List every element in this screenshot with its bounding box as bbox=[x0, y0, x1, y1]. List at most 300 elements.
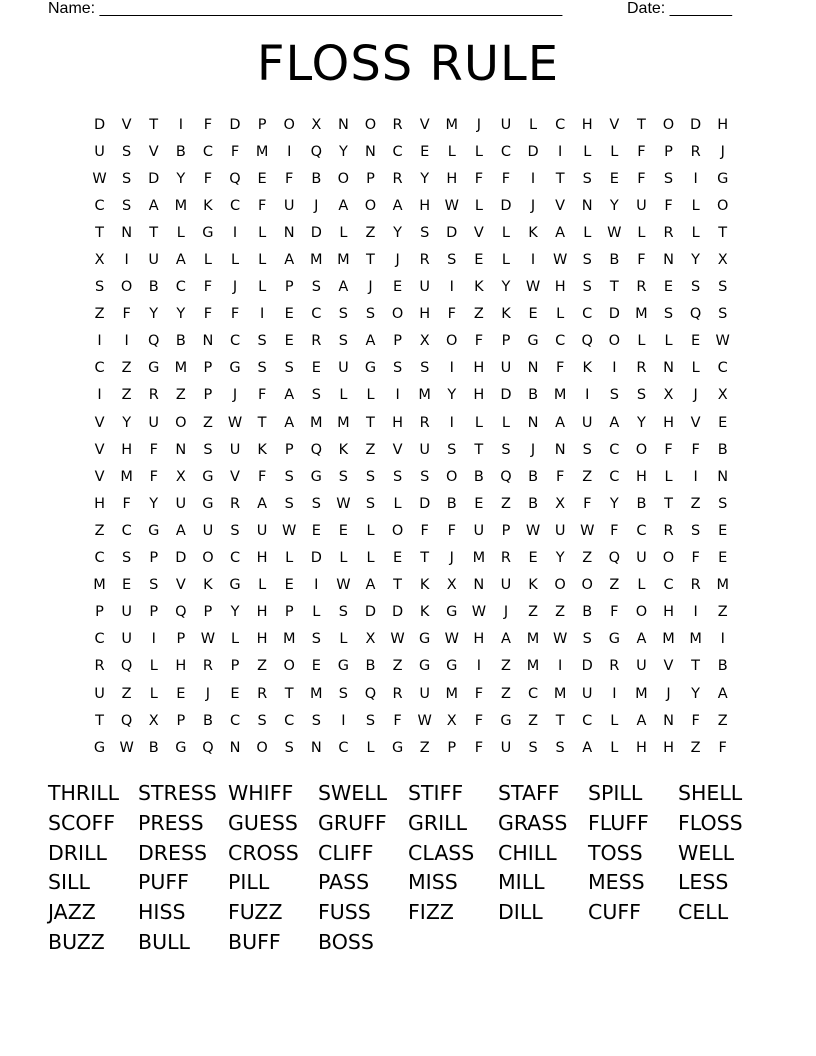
grid-letter[interactable]: T bbox=[664, 495, 673, 512]
grid-letter[interactable]: L bbox=[258, 224, 267, 241]
grid-letter[interactable]: F bbox=[447, 522, 456, 539]
grid-letter[interactable]: V bbox=[230, 468, 240, 485]
grid-letter[interactable]: L bbox=[366, 739, 375, 756]
grid-letter[interactable]: T bbox=[609, 279, 619, 296]
grid-letter[interactable]: Z bbox=[365, 441, 376, 458]
grid-letter[interactable]: J bbox=[205, 685, 211, 702]
grid-letter[interactable]: T bbox=[149, 224, 159, 241]
grid-letter[interactable]: Y bbox=[609, 495, 619, 512]
grid-letter[interactable]: U bbox=[500, 360, 512, 377]
grid-letter[interactable]: X bbox=[555, 495, 566, 512]
grid-letter[interactable]: W bbox=[417, 712, 432, 729]
grid-letter[interactable]: L bbox=[366, 550, 375, 567]
grid-letter[interactable]: B bbox=[311, 170, 322, 187]
grid-letter[interactable]: U bbox=[500, 577, 512, 594]
grid-letter[interactable]: L bbox=[691, 224, 700, 241]
grid-letter[interactable]: Z bbox=[717, 604, 728, 621]
grid-letter[interactable]: C bbox=[94, 360, 105, 377]
grid-letter[interactable]: C bbox=[202, 143, 213, 160]
grid-letter[interactable]: S bbox=[311, 495, 321, 512]
grid-letter[interactable]: I bbox=[558, 143, 563, 160]
grid-letter[interactable]: S bbox=[365, 712, 376, 729]
grid-letter[interactable]: F bbox=[637, 143, 646, 160]
grid-letter[interactable]: U bbox=[473, 522, 485, 539]
grid-letter[interactable]: H bbox=[175, 658, 187, 675]
grid-letter[interactable]: R bbox=[636, 279, 647, 296]
grid-letter[interactable]: U bbox=[500, 116, 512, 133]
grid-letter[interactable]: N bbox=[175, 441, 187, 458]
grid-letter[interactable]: P bbox=[257, 116, 267, 133]
grid-letter[interactable]: P bbox=[176, 712, 186, 729]
grid-letter[interactable]: F bbox=[610, 604, 619, 621]
grid-letter[interactable]: F bbox=[203, 279, 213, 296]
grid-letter[interactable]: S bbox=[284, 468, 294, 485]
grid-letter[interactable]: I bbox=[693, 170, 698, 187]
grid-letter[interactable]: W bbox=[200, 631, 216, 648]
grid-letter[interactable]: A bbox=[175, 522, 186, 539]
grid-letter[interactable]: H bbox=[392, 414, 404, 431]
grid-letter[interactable]: F bbox=[691, 712, 700, 729]
grid-letter[interactable]: O bbox=[662, 550, 675, 567]
grid-letter[interactable]: D bbox=[93, 116, 106, 133]
grid-letter[interactable]: G bbox=[419, 631, 431, 648]
grid-letter[interactable]: L bbox=[366, 387, 375, 404]
grid-letter[interactable]: F bbox=[285, 170, 294, 187]
grid-letter[interactable]: G bbox=[202, 468, 214, 485]
grid-letter[interactable]: Q bbox=[229, 170, 241, 187]
grid-letter[interactable]: B bbox=[717, 441, 728, 458]
grid-letter[interactable]: S bbox=[284, 495, 294, 512]
grid-letter[interactable]: C bbox=[229, 550, 241, 567]
grid-letter[interactable]: X bbox=[446, 577, 457, 594]
grid-letter[interactable]: W bbox=[92, 170, 107, 187]
grid-letter[interactable]: S bbox=[691, 522, 701, 539]
grid-letter[interactable]: A bbox=[148, 197, 159, 214]
grid-letter[interactable]: N bbox=[365, 143, 376, 160]
grid-letter[interactable]: J bbox=[449, 550, 454, 567]
grid-letter[interactable]: C bbox=[582, 712, 593, 729]
grid-letter[interactable]: Z bbox=[609, 577, 620, 594]
grid-letter[interactable]: M bbox=[635, 306, 648, 323]
grid-letter[interactable]: D bbox=[310, 550, 322, 567]
grid-letter[interactable]: F bbox=[610, 522, 619, 539]
grid-letter[interactable]: M bbox=[635, 685, 648, 702]
grid-letter[interactable]: Z bbox=[582, 468, 593, 485]
grid-letter[interactable]: M bbox=[553, 387, 567, 404]
grid-letter[interactable]: U bbox=[94, 685, 105, 702]
grid-letter[interactable]: S bbox=[365, 306, 376, 323]
grid-letter[interactable]: Q bbox=[608, 550, 621, 567]
grid-letter[interactable]: M bbox=[120, 468, 133, 485]
grid-letter[interactable]: I bbox=[395, 387, 400, 404]
grid-letter[interactable]: P bbox=[230, 658, 240, 675]
grid-letter[interactable]: S bbox=[284, 360, 294, 377]
grid-letter[interactable]: L bbox=[637, 224, 646, 241]
grid-letter[interactable]: F bbox=[664, 197, 673, 214]
grid-letter[interactable]: J bbox=[666, 685, 671, 702]
grid-letter[interactable]: L bbox=[501, 224, 510, 241]
grid-letter[interactable]: A bbox=[500, 631, 511, 648]
grid-letter[interactable]: D bbox=[500, 197, 512, 214]
grid-letter[interactable]: R bbox=[663, 522, 674, 539]
grid-letter[interactable]: I bbox=[449, 414, 454, 431]
grid-letter[interactable]: M bbox=[472, 550, 486, 567]
grid-letter[interactable]: O bbox=[283, 658, 295, 675]
grid-letter[interactable]: N bbox=[121, 224, 133, 241]
grid-letter[interactable]: W bbox=[552, 631, 568, 648]
grid-letter[interactable]: S bbox=[338, 685, 348, 702]
grid-letter[interactable]: M bbox=[526, 631, 540, 648]
grid-letter[interactable]: C bbox=[582, 306, 593, 323]
grid-letter[interactable]: L bbox=[339, 550, 348, 567]
grid-letter[interactable]: O bbox=[364, 197, 377, 214]
grid-letter[interactable]: P bbox=[501, 333, 511, 350]
grid-letter[interactable]: S bbox=[284, 739, 294, 756]
grid-letter[interactable]: C bbox=[392, 143, 403, 160]
grid-letter[interactable]: L bbox=[258, 279, 267, 296]
grid-letter[interactable]: S bbox=[311, 279, 321, 296]
grid-letter[interactable]: E bbox=[474, 495, 484, 512]
grid-letter[interactable]: G bbox=[717, 170, 729, 187]
grid-letter[interactable]: S bbox=[257, 360, 267, 377]
grid-letter[interactable]: I bbox=[151, 631, 156, 648]
grid-letter[interactable]: F bbox=[393, 712, 402, 729]
grid-letter[interactable]: B bbox=[609, 252, 620, 269]
grid-letter[interactable]: F bbox=[718, 739, 727, 756]
grid-letter[interactable]: S bbox=[663, 306, 674, 323]
grid-letter[interactable]: V bbox=[148, 143, 159, 160]
grid-letter[interactable]: S bbox=[122, 170, 132, 187]
grid-letter[interactable]: A bbox=[284, 414, 295, 431]
grid-letter[interactable]: K bbox=[474, 279, 484, 296]
grid-letter[interactable]: I bbox=[449, 360, 454, 377]
grid-letter[interactable]: V bbox=[419, 116, 430, 133]
grid-letter[interactable]: A bbox=[175, 252, 186, 269]
grid-letter[interactable]: C bbox=[555, 333, 566, 350]
grid-letter[interactable]: U bbox=[256, 522, 268, 539]
grid-letter[interactable]: Q bbox=[175, 604, 187, 621]
grid-letter[interactable]: U bbox=[419, 441, 430, 458]
grid-letter[interactable]: R bbox=[311, 333, 322, 350]
grid-letter[interactable]: K bbox=[338, 441, 349, 458]
grid-letter[interactable]: M bbox=[255, 143, 269, 160]
grid-letter[interactable]: T bbox=[366, 252, 375, 269]
grid-letter[interactable]: K bbox=[528, 224, 538, 241]
grid-letter[interactable]: O bbox=[635, 604, 648, 621]
grid-letter[interactable]: M bbox=[337, 252, 350, 269]
grid-letter[interactable]: U bbox=[202, 522, 214, 539]
grid-letter[interactable]: X bbox=[717, 252, 728, 269]
grid-letter[interactable]: C bbox=[663, 577, 674, 594]
grid-letter[interactable]: R bbox=[392, 116, 403, 133]
grid-letter[interactable]: I bbox=[341, 712, 346, 729]
grid-letter[interactable]: L bbox=[258, 577, 267, 594]
grid-letter[interactable]: A bbox=[717, 685, 728, 702]
grid-letter[interactable]: R bbox=[609, 658, 620, 675]
grid-letter[interactable]: H bbox=[419, 197, 431, 214]
grid-letter[interactable]: C bbox=[121, 522, 132, 539]
grid-letter[interactable]: Z bbox=[257, 658, 268, 675]
grid-letter[interactable]: I bbox=[612, 685, 617, 702]
grid-letter[interactable]: B bbox=[446, 495, 457, 512]
grid-letter[interactable]: C bbox=[609, 441, 620, 458]
grid-letter[interactable]: H bbox=[94, 495, 105, 512]
grid-letter[interactable]: O bbox=[202, 550, 214, 567]
grid-letter[interactable]: J bbox=[395, 252, 400, 269]
grid-letter[interactable]: M bbox=[93, 577, 106, 594]
grid-letter[interactable]: Z bbox=[582, 550, 593, 567]
grid-letter[interactable]: I bbox=[585, 387, 590, 404]
grid-letter[interactable]: P bbox=[501, 522, 511, 539]
grid-letter[interactable]: Q bbox=[120, 712, 133, 729]
grid-letter[interactable]: J bbox=[232, 279, 238, 296]
grid-letter[interactable]: Q bbox=[500, 468, 512, 485]
grid-letter[interactable]: G bbox=[391, 739, 404, 756]
grid-letter[interactable]: L bbox=[339, 387, 348, 404]
grid-letter[interactable]: F bbox=[474, 333, 484, 350]
grid-letter[interactable]: Y bbox=[149, 495, 159, 512]
grid-letter[interactable]: P bbox=[203, 604, 213, 621]
grid-letter[interactable]: C bbox=[94, 197, 105, 214]
grid-letter[interactable]: W bbox=[282, 522, 297, 539]
grid-letter[interactable]: R bbox=[636, 360, 647, 377]
grid-letter[interactable]: E bbox=[691, 333, 701, 350]
grid-letter[interactable]: S bbox=[582, 170, 592, 187]
grid-letter[interactable]: E bbox=[392, 279, 403, 296]
grid-letter[interactable]: R bbox=[202, 658, 213, 675]
grid-letter[interactable]: U bbox=[94, 143, 105, 160]
grid-letter[interactable]: V bbox=[175, 577, 186, 594]
grid-letter[interactable]: F bbox=[637, 252, 646, 269]
grid-letter[interactable]: V bbox=[94, 441, 105, 458]
grid-letter[interactable]: O bbox=[608, 333, 621, 350]
grid-letter[interactable]: U bbox=[419, 279, 430, 296]
grid-letter[interactable]: O bbox=[283, 116, 295, 133]
grid-letter[interactable]: T bbox=[366, 414, 375, 431]
grid-letter[interactable]: P bbox=[366, 170, 375, 187]
grid-letter[interactable]: A bbox=[636, 631, 647, 648]
grid-letter[interactable]: F bbox=[555, 360, 565, 377]
grid-letter[interactable]: P bbox=[203, 387, 213, 404]
grid-letter[interactable]: C bbox=[636, 522, 647, 539]
grid-letter[interactable]: N bbox=[581, 197, 593, 214]
grid-letter[interactable]: Y bbox=[149, 306, 159, 323]
grid-letter[interactable]: R bbox=[663, 224, 674, 241]
grid-letter[interactable]: F bbox=[555, 468, 565, 485]
grid-letter[interactable]: Y bbox=[420, 170, 430, 187]
grid-letter[interactable]: K bbox=[582, 360, 592, 377]
grid-letter[interactable]: O bbox=[554, 577, 566, 594]
grid-letter[interactable]: Y bbox=[555, 550, 565, 567]
grid-letter[interactable]: U bbox=[229, 441, 241, 458]
grid-letter[interactable]: U bbox=[636, 658, 647, 675]
grid-letter[interactable]: S bbox=[420, 360, 430, 377]
grid-letter[interactable]: E bbox=[718, 550, 728, 567]
grid-letter[interactable]: S bbox=[420, 224, 430, 241]
grid-letter[interactable]: D bbox=[175, 550, 187, 567]
grid-letter[interactable]: A bbox=[582, 739, 593, 756]
grid-letter[interactable]: O bbox=[364, 116, 377, 133]
grid-letter[interactable]: V bbox=[392, 441, 403, 458]
grid-letter[interactable]: S bbox=[582, 631, 592, 648]
grid-letter[interactable]: G bbox=[364, 360, 377, 377]
grid-letter[interactable]: J bbox=[314, 197, 319, 214]
grid-letter[interactable]: A bbox=[555, 414, 566, 431]
grid-letter[interactable]: E bbox=[284, 333, 294, 350]
grid-letter[interactable]: S bbox=[718, 495, 728, 512]
grid-letter[interactable]: E bbox=[663, 279, 674, 296]
grid-letter[interactable]: L bbox=[664, 333, 673, 350]
grid-letter[interactable]: U bbox=[121, 631, 132, 648]
grid-letter[interactable]: I bbox=[449, 279, 454, 296]
grid-letter[interactable]: B bbox=[636, 495, 647, 512]
grid-letter[interactable]: A bbox=[365, 333, 376, 350]
grid-letter[interactable]: S bbox=[609, 387, 619, 404]
grid-letter[interactable]: E bbox=[176, 685, 186, 702]
grid-letter[interactable]: I bbox=[287, 143, 292, 160]
grid-letter[interactable]: M bbox=[445, 116, 459, 133]
grid-letter[interactable]: E bbox=[528, 550, 538, 567]
grid-letter[interactable]: E bbox=[718, 522, 728, 539]
grid-letter[interactable]: R bbox=[148, 387, 159, 404]
grid-letter[interactable]: T bbox=[284, 685, 294, 702]
grid-letter[interactable]: R bbox=[257, 685, 268, 702]
grid-letter[interactable]: O bbox=[635, 441, 648, 458]
grid-letter[interactable]: F bbox=[257, 387, 267, 404]
grid-letter[interactable]: U bbox=[121, 604, 132, 621]
grid-letter[interactable]: J bbox=[530, 441, 536, 458]
grid-letter[interactable]: E bbox=[718, 414, 728, 431]
grid-letter[interactable]: W bbox=[715, 333, 730, 350]
grid-letter[interactable]: O bbox=[120, 279, 133, 296]
grid-letter[interactable]: T bbox=[257, 414, 267, 431]
grid-letter[interactable]: B bbox=[175, 143, 186, 160]
grid-letter[interactable]: Q bbox=[364, 685, 377, 702]
grid-letter[interactable]: P bbox=[284, 441, 294, 458]
grid-letter[interactable]: H bbox=[554, 279, 566, 296]
grid-letter[interactable]: W bbox=[444, 197, 459, 214]
grid-letter[interactable]: I bbox=[124, 333, 129, 350]
grid-letter[interactable]: Z bbox=[500, 495, 511, 512]
grid-letter[interactable]: P bbox=[203, 360, 213, 377]
grid-letter[interactable]: O bbox=[581, 577, 593, 594]
grid-letter[interactable]: H bbox=[663, 604, 674, 621]
grid-letter[interactable]: F bbox=[203, 306, 213, 323]
grid-letter[interactable]: U bbox=[636, 550, 647, 567]
grid-letter[interactable]: G bbox=[202, 224, 214, 241]
grid-letter[interactable]: Y bbox=[447, 387, 457, 404]
grid-letter[interactable]: G bbox=[527, 333, 539, 350]
grid-letter[interactable]: C bbox=[94, 631, 105, 648]
grid-letter[interactable]: X bbox=[419, 333, 430, 350]
grid-letter[interactable]: T bbox=[691, 658, 701, 675]
grid-letter[interactable]: R bbox=[690, 577, 701, 594]
grid-letter[interactable]: F bbox=[474, 170, 484, 187]
grid-letter[interactable]: Z bbox=[175, 387, 186, 404]
grid-letter[interactable]: V bbox=[94, 468, 105, 485]
grid-letter[interactable]: I bbox=[232, 224, 238, 241]
grid-letter[interactable]: G bbox=[446, 604, 458, 621]
grid-letter[interactable]: L bbox=[474, 197, 483, 214]
grid-letter[interactable]: C bbox=[284, 712, 295, 729]
grid-letter[interactable]: S bbox=[392, 360, 403, 377]
grid-letter[interactable]: D bbox=[581, 658, 593, 675]
grid-letter[interactable]: M bbox=[526, 658, 540, 675]
grid-letter[interactable]: L bbox=[664, 468, 673, 485]
grid-letter[interactable]: S bbox=[392, 468, 403, 485]
grid-letter[interactable]: E bbox=[528, 306, 538, 323]
grid-letter[interactable]: F bbox=[447, 306, 456, 323]
grid-letter[interactable]: F bbox=[691, 441, 700, 458]
grid-letter[interactable]: L bbox=[258, 252, 267, 269]
grid-letter[interactable]: S bbox=[718, 306, 728, 323]
grid-letter[interactable]: B bbox=[582, 604, 593, 621]
grid-letter[interactable]: U bbox=[419, 685, 430, 702]
grid-letter[interactable]: L bbox=[149, 685, 158, 702]
grid-letter[interactable]: M bbox=[282, 631, 296, 648]
grid-letter[interactable]: O bbox=[446, 468, 458, 485]
grid-letter[interactable]: P bbox=[664, 143, 673, 160]
grid-letter[interactable]: X bbox=[663, 387, 674, 404]
grid-letter[interactable]: Q bbox=[689, 306, 702, 323]
grid-letter[interactable]: D bbox=[608, 306, 620, 323]
grid-letter[interactable]: I bbox=[259, 306, 265, 323]
grid-letter[interactable]: Q bbox=[581, 333, 593, 350]
grid-letter[interactable]: J bbox=[530, 197, 536, 214]
grid-letter[interactable]: G bbox=[229, 577, 241, 594]
grid-letter[interactable]: S bbox=[257, 333, 267, 350]
grid-letter[interactable]: W bbox=[227, 414, 243, 431]
grid-letter[interactable]: W bbox=[336, 577, 351, 594]
grid-letter[interactable]: Y bbox=[609, 197, 619, 214]
grid-letter[interactable]: L bbox=[556, 306, 565, 323]
grid-letter[interactable]: G bbox=[608, 631, 620, 648]
grid-letter[interactable]: S bbox=[447, 252, 457, 269]
grid-letter[interactable]: A bbox=[284, 252, 295, 269]
grid-letter[interactable]: L bbox=[285, 550, 294, 567]
grid-letter[interactable]: K bbox=[419, 577, 430, 594]
grid-letter[interactable]: P bbox=[176, 631, 186, 648]
grid-letter[interactable]: L bbox=[447, 143, 456, 160]
grid-letter[interactable]: N bbox=[337, 116, 349, 133]
grid-letter[interactable]: F bbox=[420, 522, 429, 539]
grid-letter[interactable]: X bbox=[365, 631, 376, 648]
grid-letter[interactable]: S bbox=[582, 441, 592, 458]
grid-letter[interactable]: S bbox=[365, 495, 376, 512]
grid-letter[interactable]: L bbox=[474, 143, 483, 160]
grid-letter[interactable]: F bbox=[149, 468, 158, 485]
grid-letter[interactable]: V bbox=[690, 414, 701, 431]
grid-letter[interactable]: S bbox=[420, 468, 430, 485]
grid-letter[interactable]: B bbox=[175, 333, 186, 350]
grid-letter[interactable]: H bbox=[419, 306, 431, 323]
grid-letter[interactable]: Z bbox=[500, 685, 511, 702]
grid-letter[interactable]: Q bbox=[202, 739, 214, 756]
grid-letter[interactable]: I bbox=[693, 604, 698, 621]
grid-letter[interactable]: F bbox=[664, 441, 673, 458]
grid-letter[interactable]: U bbox=[175, 495, 187, 512]
grid-letter[interactable]: G bbox=[419, 658, 431, 675]
grid-letter[interactable]: I bbox=[693, 468, 698, 485]
grid-letter[interactable]: I bbox=[314, 577, 319, 594]
grid-letter[interactable]: G bbox=[500, 712, 512, 729]
grid-letter[interactable]: V bbox=[663, 658, 674, 675]
grid-letter[interactable]: I bbox=[124, 252, 129, 269]
grid-letter[interactable]: S bbox=[338, 468, 348, 485]
grid-letter[interactable]: M bbox=[310, 252, 323, 269]
grid-letter[interactable]: O bbox=[337, 170, 350, 187]
grid-letter[interactable]: S bbox=[122, 197, 132, 214]
